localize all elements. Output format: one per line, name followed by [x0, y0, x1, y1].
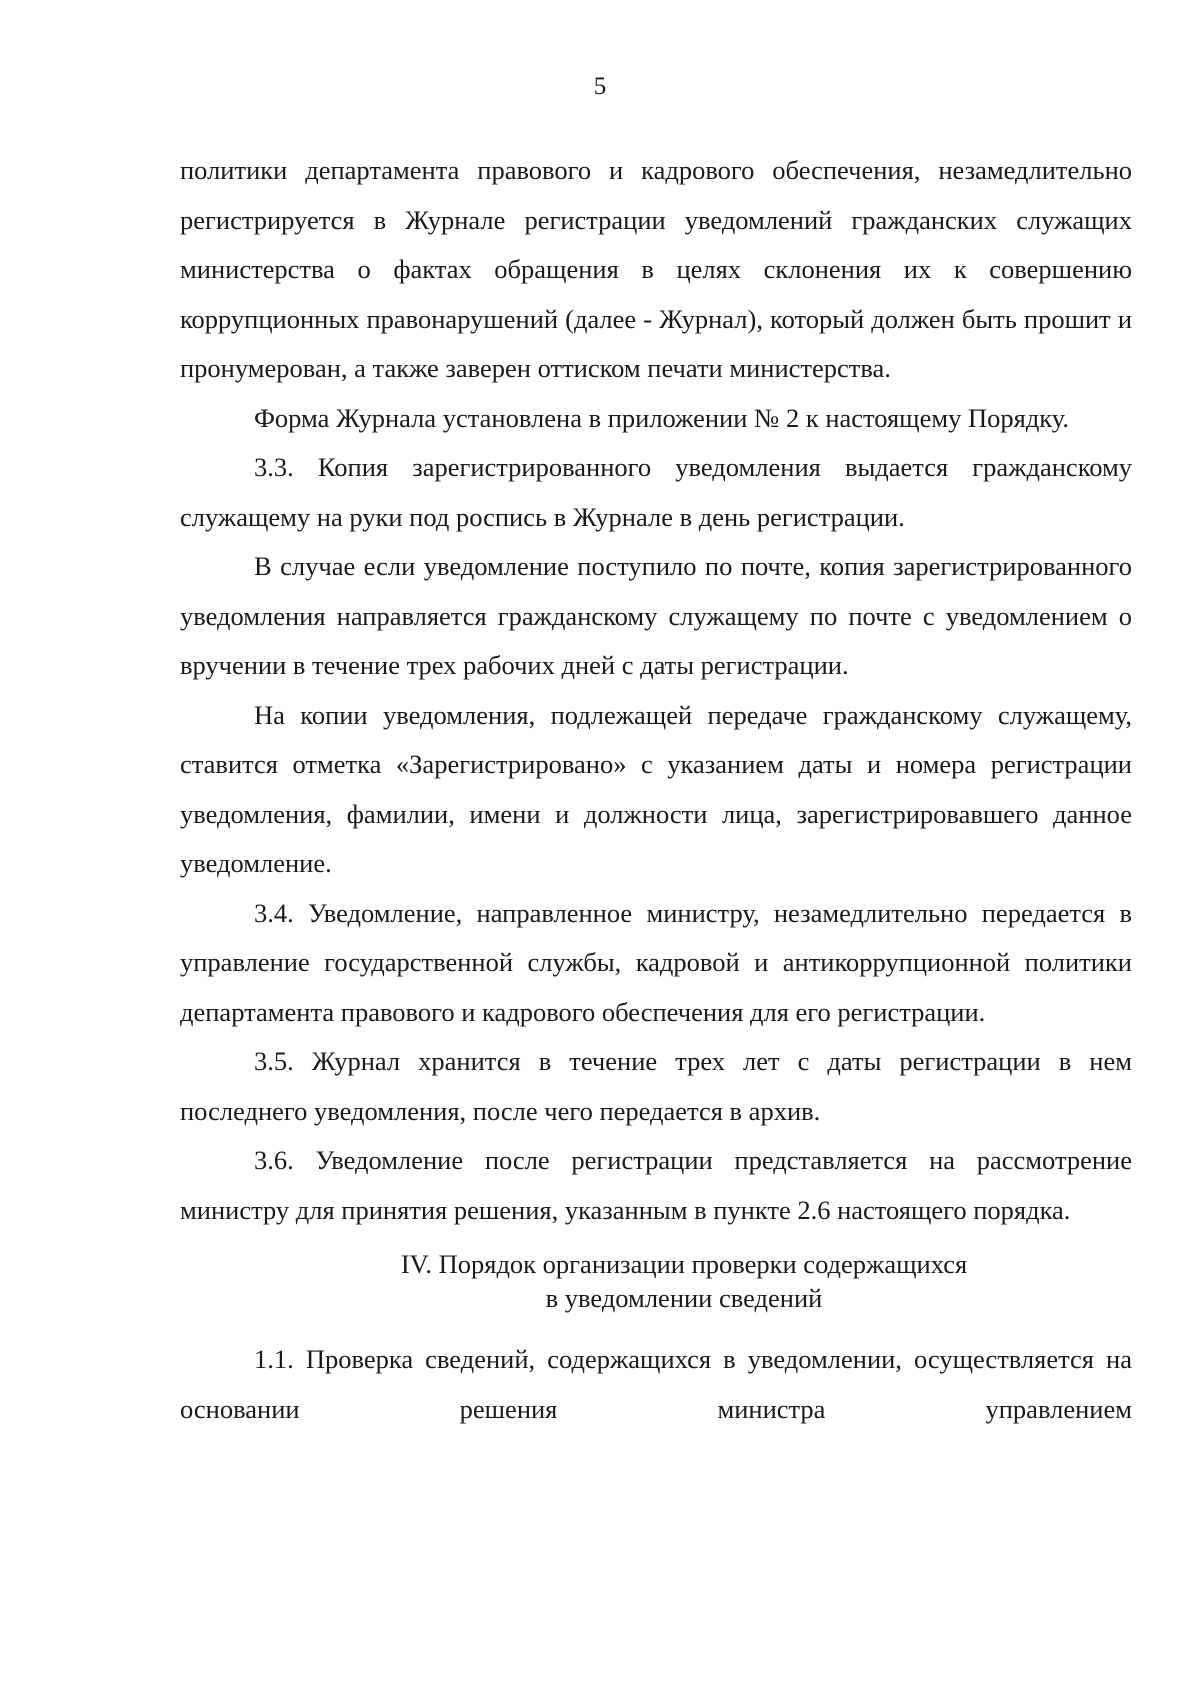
section-heading	[180, 1247, 1132, 1315]
section-heading-line-1: IV. Порядок организации проверки содержащихся	[400, 1249, 968, 1279]
page-number: 5	[593, 73, 607, 100]
paragraph-continuation: политики департамента правового и кадрового обеспечения, незамедлительно регистрируется в Журнале регистрации уведомлений гражданских служащих министерства о фактах обращения в целях склонения их к совершению коррупционных правонарушений (далее - Журнал), который должен быть прошит и пронумерован, а также заверен оттиском печати министерства.	[180, 155, 1132, 383]
document-body	[180, 146, 1132, 1434]
paragraph-3-4: 3.4. Уведомление, направленное министру, незамедлительно передается в управление государственной службы, кадровой и антикоррупционной политики департамента правового и кадрового обеспечения для его регистрации.	[180, 897, 1132, 1027]
paragraph-mail-copy: В случае если уведомление поступило по почте, копия зарегистрированного уведомления направляется гражданскому служащему по почте с уведомлением о вручении в течение трех рабочих дней с даты регистрации.	[180, 551, 1132, 680]
paragraph-1-1: 1.1. Проверка сведений, содержащихся в уведомлении, осуществляется на основании решения министра управлением	[180, 1344, 1132, 1424]
paragraph-3-5: 3.5. Журнал хранится в течение трех лет с даты регистрации в нем последнего уведомления, после чего передается в архив.	[180, 1046, 1132, 1126]
paragraph-3-3: 3.3. Копия зарегистрированного уведомления выдается гражданскому служащему на руки под роспись в Журнале в день регистрации.	[180, 452, 1132, 532]
section-heading-line-2: в уведомлении сведений	[545, 1283, 823, 1313]
paragraph-registration-mark: На копии уведомления, подлежащей передаче гражданскому служащему, ставится отметка «Зарегистрировано» с указанием даты и номера регистрации уведомления, фамилии, имени и должности лица, зарегистрировавшего данное уведомление.	[180, 699, 1132, 878]
paragraph-journal-form: Форма Журнала установлена в приложении № 2 к настоящему Порядку.	[254, 402, 1070, 433]
paragraph-3-6: 3.6. Уведомление после регистрации представляется на рассмотрение министру для принятия решения, указанным в пункте 2.6 настоящего порядка.	[180, 1145, 1132, 1225]
